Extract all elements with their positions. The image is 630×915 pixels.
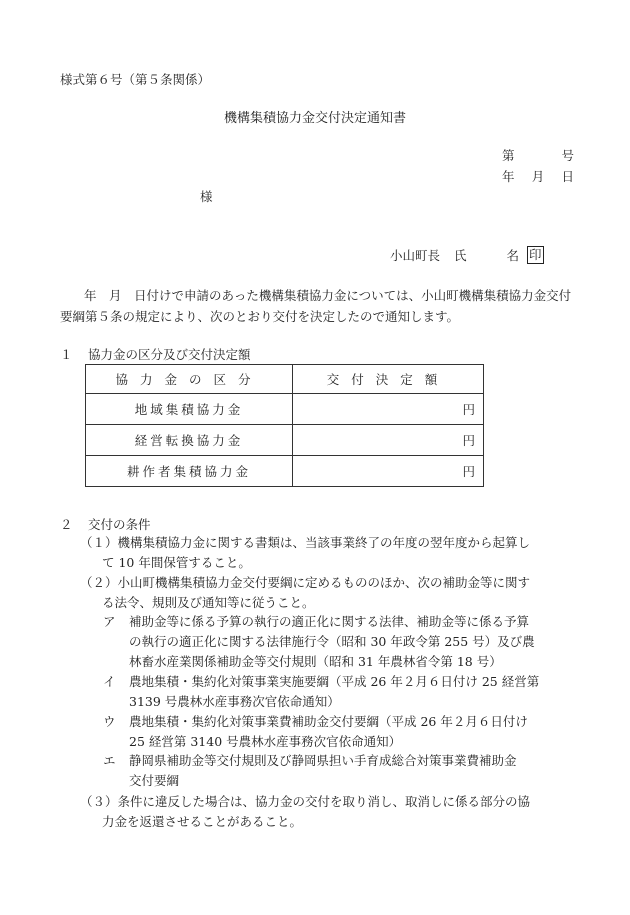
row-label: 地域集積協力金 bbox=[86, 394, 293, 425]
section-2-heading bbox=[60, 515, 151, 533]
item-number: （３） bbox=[80, 794, 118, 809]
table-row bbox=[86, 394, 484, 425]
item-text-continued: て 10 年間保管すること。 bbox=[102, 555, 251, 570]
sub-item-text-continued: 25 経営第 3140 号農林水産事務次官依命通知） bbox=[129, 734, 402, 749]
item-text: 条件に違反した場合は、協力金の交付を取り消し、取消しに係る部分の協 bbox=[117, 794, 531, 809]
doc-no-prefix: 第 bbox=[502, 148, 515, 163]
condition-item-2 bbox=[80, 573, 575, 613]
sub-item-text: 農地集積・集約化対策事業実施要綱（平成 26 年２月６日付け 25 経営第 bbox=[129, 674, 540, 689]
column-header-amount: 交付決定額 bbox=[293, 365, 484, 394]
row-amount: 円 bbox=[293, 394, 484, 425]
item-text-continued: 力金を返還させることがあること。 bbox=[102, 814, 303, 829]
doc-no-suffix: 号 bbox=[561, 148, 574, 163]
notification-body: 年 月 日付けで申請のあった機構集積協力金については、小山町機構集積協力金交付要綱第５条の規定により、次のとおり交付を決定したので通知します。 bbox=[60, 288, 572, 324]
item-text: 機構集積協力金に関する書類は、当該事業終了の年度の翌年度から起算し bbox=[117, 535, 531, 550]
amount-table bbox=[85, 364, 484, 487]
sub-item-text: 静岡県補助金等交付規則及び静岡県担い手育成総合対策事業費補助金 bbox=[129, 753, 517, 768]
sub-item-text: 補助金等に係る予算の執行の適正化に関する法律、補助金等に係る予算 bbox=[129, 614, 530, 629]
seal-mark: 印 bbox=[529, 247, 542, 262]
sub-item-text-continued: 林畜水産業関係補助金等交付規則（昭和 31 年農林省令第 18 号） bbox=[129, 654, 502, 669]
item-text-continued: る法令、規則及び通知等に従うこと。 bbox=[102, 595, 315, 610]
row-label: 耕作者集積協力金 bbox=[86, 456, 293, 487]
document-title: 機構集積協力金交付決定通知書 bbox=[223, 111, 406, 126]
table-row bbox=[86, 456, 484, 487]
addressee-honorific: 様 bbox=[200, 189, 213, 204]
form-number: 様式第６号（第５条関係） bbox=[60, 72, 211, 87]
sub-item-text-continued: 3139 号農林水産事務次官依命通知） bbox=[129, 694, 340, 709]
date-month: 月 bbox=[531, 169, 545, 184]
sender-name-shi: 氏 bbox=[454, 248, 467, 263]
row-label: 経営転換協力金 bbox=[86, 425, 293, 456]
sub-item-text: 農地集積・集約化対策事業費補助金交付要綱（平成 26 年２月６日付け bbox=[129, 714, 528, 729]
sub-item-i bbox=[103, 672, 575, 712]
section-2-number: ２ bbox=[60, 517, 73, 532]
document-number bbox=[502, 146, 574, 164]
row-amount: 円 bbox=[293, 456, 484, 487]
date-day: 日 bbox=[561, 169, 574, 184]
section-1-number: １ bbox=[60, 347, 73, 362]
section-1-heading bbox=[60, 345, 251, 363]
row-amount: 円 bbox=[293, 425, 484, 456]
section-2-title: 交付の条件 bbox=[88, 517, 151, 532]
sender-org: 小山町長 bbox=[390, 248, 441, 263]
date-year: 年 bbox=[502, 169, 515, 184]
sub-item-e bbox=[103, 751, 575, 791]
table-row bbox=[86, 425, 484, 456]
document-date bbox=[502, 167, 574, 185]
condition-item-1 bbox=[80, 533, 575, 573]
sub-item-mark: ア bbox=[103, 614, 116, 629]
item-text: 小山町機構集積協力金交付要綱に定めるもののほか、次の補助金等に関す bbox=[117, 575, 531, 590]
sender-block bbox=[390, 246, 544, 264]
section-1-title: 協力金の区分及び交付決定額 bbox=[88, 347, 251, 362]
column-header-category: 協力金の区分 bbox=[86, 365, 293, 394]
item-number: （２） bbox=[80, 575, 118, 590]
sub-item-mark: イ bbox=[103, 674, 116, 689]
sub-item-text-continued: 交付要綱 bbox=[129, 773, 180, 788]
table-header-row bbox=[86, 365, 484, 394]
sub-item-mark: エ bbox=[103, 753, 116, 768]
sender-name-mei: 名 bbox=[506, 248, 520, 263]
sub-item-u bbox=[103, 712, 575, 752]
item-number: （１） bbox=[80, 535, 118, 550]
condition-item-3 bbox=[80, 792, 575, 832]
sub-item-mark: ウ bbox=[103, 714, 116, 729]
sub-item-text-continued: の執行の適正化に関する法律施行令（昭和 30 年政令第 255 号）及び農 bbox=[129, 634, 535, 649]
sub-item-a bbox=[103, 612, 575, 672]
